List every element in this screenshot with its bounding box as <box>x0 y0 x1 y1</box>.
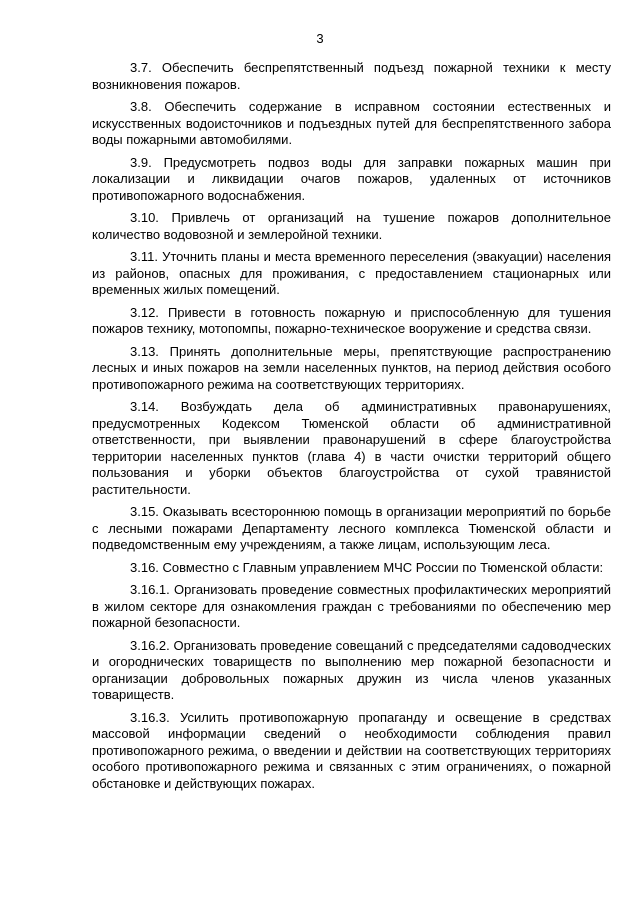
paragraph-3-11: 3.11. Уточнить планы и места временного переселения (эвакуации) населения из районов, опасных для проживания, с предоставлением стационарных или временных жилых помещений. <box>92 249 611 297</box>
paragraph-3-14: 3.14. Возбуждать дела об административных правонарушениях, предусмотренных Кодексом Тюменской области об административной ответственности, при выявлении правонарушений в сфере благоустройства территории населенных пунктов (глава 4) в части очистки территорий общего пользования и уборки объектов благоустройства от сухой травянистой растительности. <box>92 399 611 497</box>
paragraph-3-16-3: 3.16.3. Усилить противопожарную пропаганду и освещение в средствах массовой информации сведений о необходимости соблюдения правил противопожарного режима, о введении и действии на соответствующих территориях особого противопожарного режима и связанных с этим ограничениях, о пожарной обстановке и действующих пожарах. <box>92 709 611 791</box>
paragraph-3-13: 3.13. Принять дополнительные меры, препятствующие распространению лесных и иных пожаров на земли населенных пунктов, на период действия особого противопожарного режима на соответствующих территориях. <box>92 343 611 392</box>
paragraph-3-7: 3.7. Обеспечить беспрепятственный подъезд пожарной техники к месту возникновения пожаров. <box>92 60 611 92</box>
paragraph-3-16-2: 3.16.2. Организовать проведение совещаний с председателями садоводческих и огороднических товариществ по выполнению мер пожарной безопасности и организации добровольных пожарных дружин из числа членов указанных товариществ. <box>92 637 611 702</box>
paragraph-3-16-1: 3.16.1. Организовать проведение совместных профилактических мероприятий в жилом секторе для ознакомления граждан с требованиями по обеспечению мер пожарной безопасности. <box>92 582 611 630</box>
paragraph-3-10: 3.10. Привлечь от организаций на тушение пожаров дополнительное количество водовозной и землеройной техники. <box>92 210 611 242</box>
paragraph-3-12: 3.12. Привести в готовность пожарную и приспособленную для тушения пожаров технику, мотопомпы, пожарно-техническое вооружение и средства связи. <box>92 304 611 336</box>
paragraph-3-16: 3.16. Совместно с Главным управлением МЧС России по Тюменской области: <box>130 559 604 575</box>
paragraph-3-15: 3.15. Оказывать всестороннюю помощь в организации мероприятий по борьбе с лесными пожарами Департаменту лесного комплекса Тюменской области и подведомственным ему учреждениям, а также лицам, использующим леса. <box>92 504 611 552</box>
paragraph-3-9: 3.9. Предусмотреть подвоз воды для заправки пожарных машин при локализации и ликвидации очагов пожаров, удаленных от источников противопожарного водоснабжения. <box>92 154 611 203</box>
page-number: 3 <box>316 31 324 46</box>
document-body <box>92 60 611 798</box>
paragraph-3-8: 3.8. Обеспечить содержание в исправном состоянии естественных и искусственных водоисточников и подъездных путей для беспрепятственного забора воды пожарными автомобилями. <box>92 99 611 147</box>
